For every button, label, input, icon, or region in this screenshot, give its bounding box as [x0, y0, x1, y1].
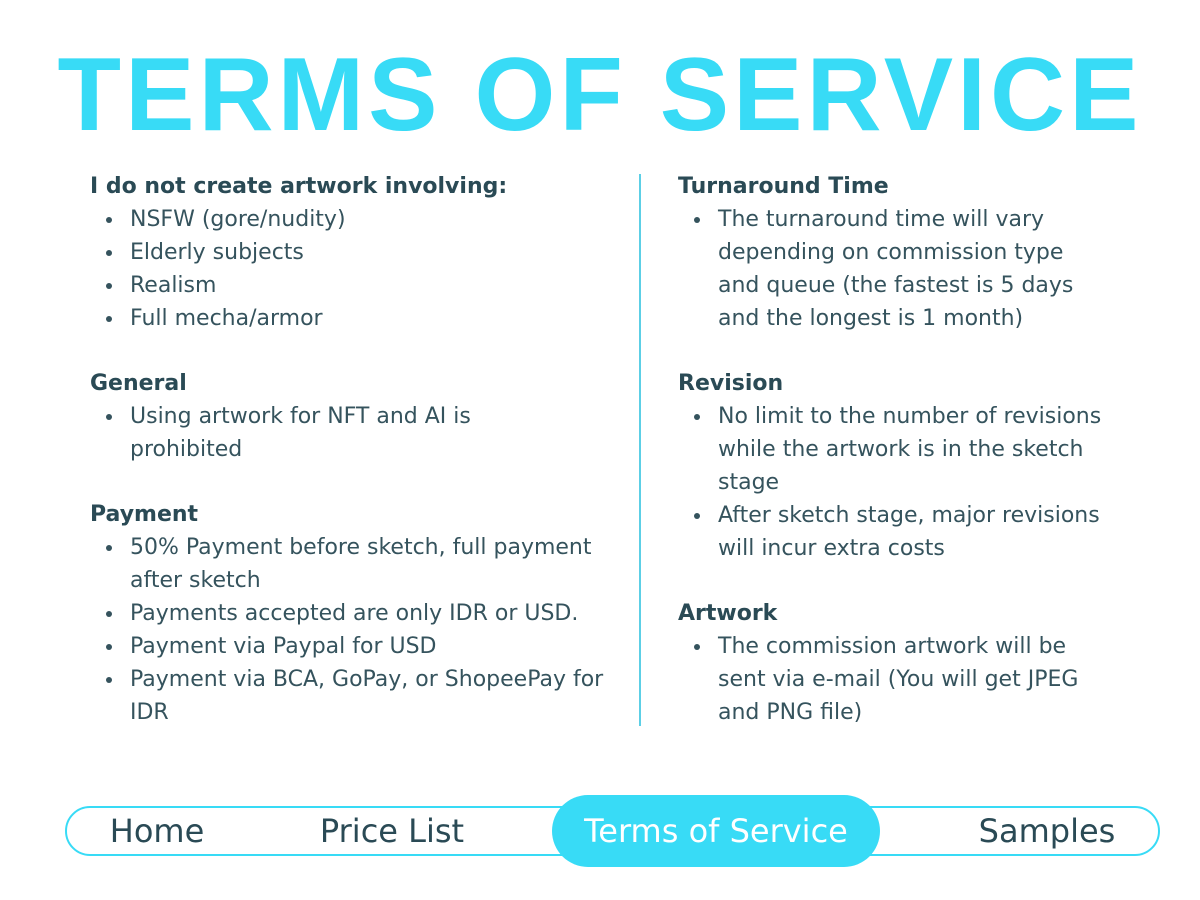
list-item: NSFW (gore/nudity)	[130, 203, 650, 236]
bullet-list	[678, 203, 1108, 335]
section-payment	[90, 498, 650, 729]
section-heading: Turnaround Time	[678, 174, 889, 199]
section-heading: General	[90, 371, 187, 396]
section-heading: I do not create artwork involving:	[90, 174, 508, 199]
bullet-list	[90, 203, 650, 335]
list-item: Payment via BCA, GoPay, or ShopeePay for IDR	[130, 663, 630, 729]
section-artwork	[678, 597, 1148, 729]
nav-terms-of-service[interactable]: Terms of Service	[552, 795, 880, 867]
nav-samples[interactable]: Samples	[978, 812, 1116, 850]
section-turnaround-time	[678, 170, 1148, 335]
right-column	[678, 170, 1148, 761]
bullet-list	[90, 400, 530, 466]
nav-price-list[interactable]: Price List	[319, 812, 465, 850]
bottom-navigation	[65, 806, 1160, 856]
section-restrictions	[90, 170, 650, 335]
list-item: No limit to the number of revisions while the artwork is in the sketch stage	[718, 400, 1108, 499]
bullet-list	[678, 630, 1118, 729]
list-item: The turnaround time will vary depending on commission type and queue (the fastest is 5 days and the longest is 1 month)	[718, 203, 1108, 335]
list-item: Payments accepted are only IDR or USD.	[130, 597, 630, 630]
bullet-list	[90, 531, 630, 729]
list-item: Elderly subjects	[130, 236, 650, 269]
left-column	[90, 170, 650, 761]
nav-home[interactable]: Home	[109, 812, 205, 850]
list-item: The commission artwork will be sent via e-mail (You will get JPEG and PNG file)	[718, 630, 1118, 729]
list-item: Using artwork for NFT and AI is prohibited	[130, 400, 530, 466]
list-item: Full mecha/armor	[130, 302, 650, 335]
list-item: Payment via Paypal for USD	[130, 630, 630, 663]
section-heading: Revision	[678, 371, 784, 396]
section-heading: Payment	[90, 502, 199, 527]
page-title: TERMS OF SERVICE	[57, 37, 1143, 153]
list-item: 50% Payment before sketch, full payment after sketch	[130, 531, 630, 597]
list-item: Realism	[130, 269, 650, 302]
section-general	[90, 367, 650, 466]
section-revision	[678, 367, 1148, 565]
section-heading: Artwork	[678, 601, 778, 626]
list-item: After sketch stage, major revisions will incur extra costs	[718, 499, 1108, 565]
column-divider	[639, 174, 641, 726]
bullet-list	[678, 400, 1108, 565]
